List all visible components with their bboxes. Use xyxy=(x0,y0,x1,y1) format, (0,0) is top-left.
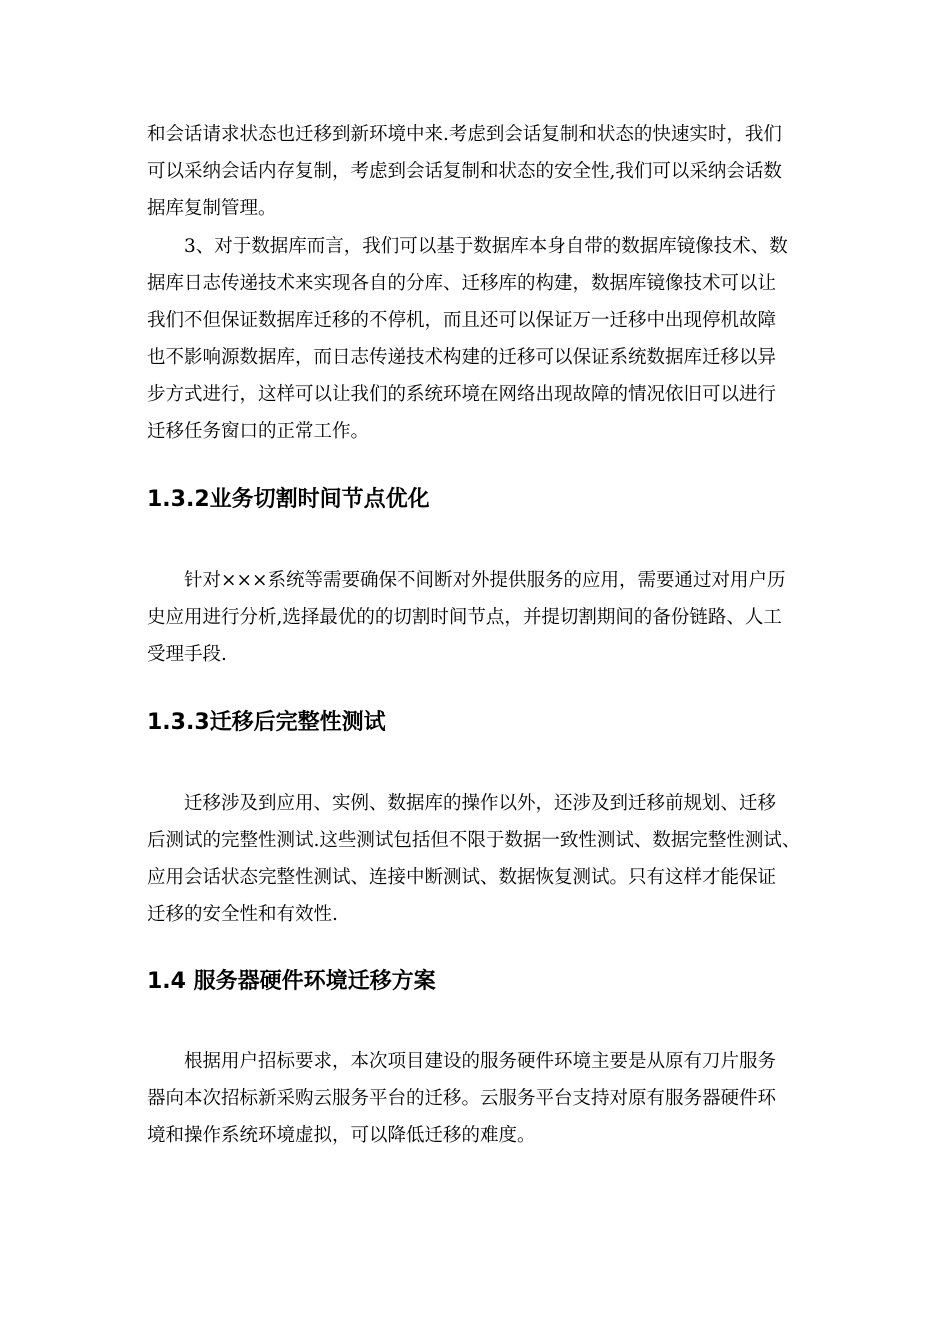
text-line: 迁移的安全性和有效性. xyxy=(147,904,338,925)
section-heading-1-3-2: 1.3.2业务切割时间节点优化 xyxy=(147,487,430,512)
text-line: 据库日志传递技术来实现各自的分库、迁移库的构建，数据库镜像技术可以让 xyxy=(147,273,777,294)
text-line: 史应用进行分析,选择最优的的切割时间节点，并提切割期间的备份链路、人工 xyxy=(147,607,782,628)
text-line: 针对×××系统等需要确保不间断对外提供服务的应用，需要通过对用户历 xyxy=(184,570,786,591)
text-line: 迁移涉及到应用、实例、数据库的操作以外，还涉及到迁移前规划、迁移 xyxy=(184,793,777,814)
text-line: 据库复制管理。 xyxy=(147,198,277,219)
text-line: 步方式进行，这样可以让我们的系统环境在网络出现故障的情况依旧可以进行 xyxy=(147,384,777,405)
paragraph-database-migration xyxy=(147,228,809,450)
text-line: 可以采纳会话内存复制，考虑到会话复制和状态的安全性,我们可以采纳会话数 xyxy=(147,161,782,182)
section-heading-1-3-3: 1.3.3迁移后完整性测试 xyxy=(147,710,386,735)
paragraph-integrity-testing xyxy=(147,785,809,933)
text-line: 应用会话状态完整性测试、连接中断测试、数据恢复测试。只有这样才能保证 xyxy=(147,867,777,888)
section-heading-1-4: 1.4 服务器硬件环境迁移方案 xyxy=(147,969,436,994)
text-line: 境和操作系统环境虚拟，可以降低迁移的难度。 xyxy=(147,1125,536,1146)
text-line: 也不影响源数据库，而日志传递技术构建的迁移可以保证系统数据库迁移以异 xyxy=(147,347,777,368)
text-line: 和会话请求状态也迁移到新环境中来.考虑到会话复制和状态的快速实时，我们 xyxy=(147,124,782,145)
paragraph-hardware-migration xyxy=(147,1043,809,1154)
text-line: 后测试的完整性测试.这些测试包括但不限于数据一致性测试、数据完整性测试、 xyxy=(147,830,801,851)
text-line: 3、对于数据库而言，我们可以基于数据库本身自带的数据库镜像技术、数 xyxy=(184,236,788,257)
paragraph-session-replication xyxy=(147,116,809,227)
text-line: 我们不但保证数据库迁移的不停机，而且还可以保证万一迁移中出现停机故障 xyxy=(147,310,777,331)
text-line: 受理手段. xyxy=(147,644,227,665)
text-line: 器向本次招标新采购云服务平台的迁移。云服务平台支持对原有服务器硬件环 xyxy=(147,1088,777,1109)
text-line: 根据用户招标要求，本次项目建设的服务硬件环境主要是从原有刀片服务 xyxy=(184,1051,777,1072)
text-line: 迁移任务窗口的正常工作。 xyxy=(147,421,370,442)
paragraph-cutover-timing xyxy=(147,562,809,673)
